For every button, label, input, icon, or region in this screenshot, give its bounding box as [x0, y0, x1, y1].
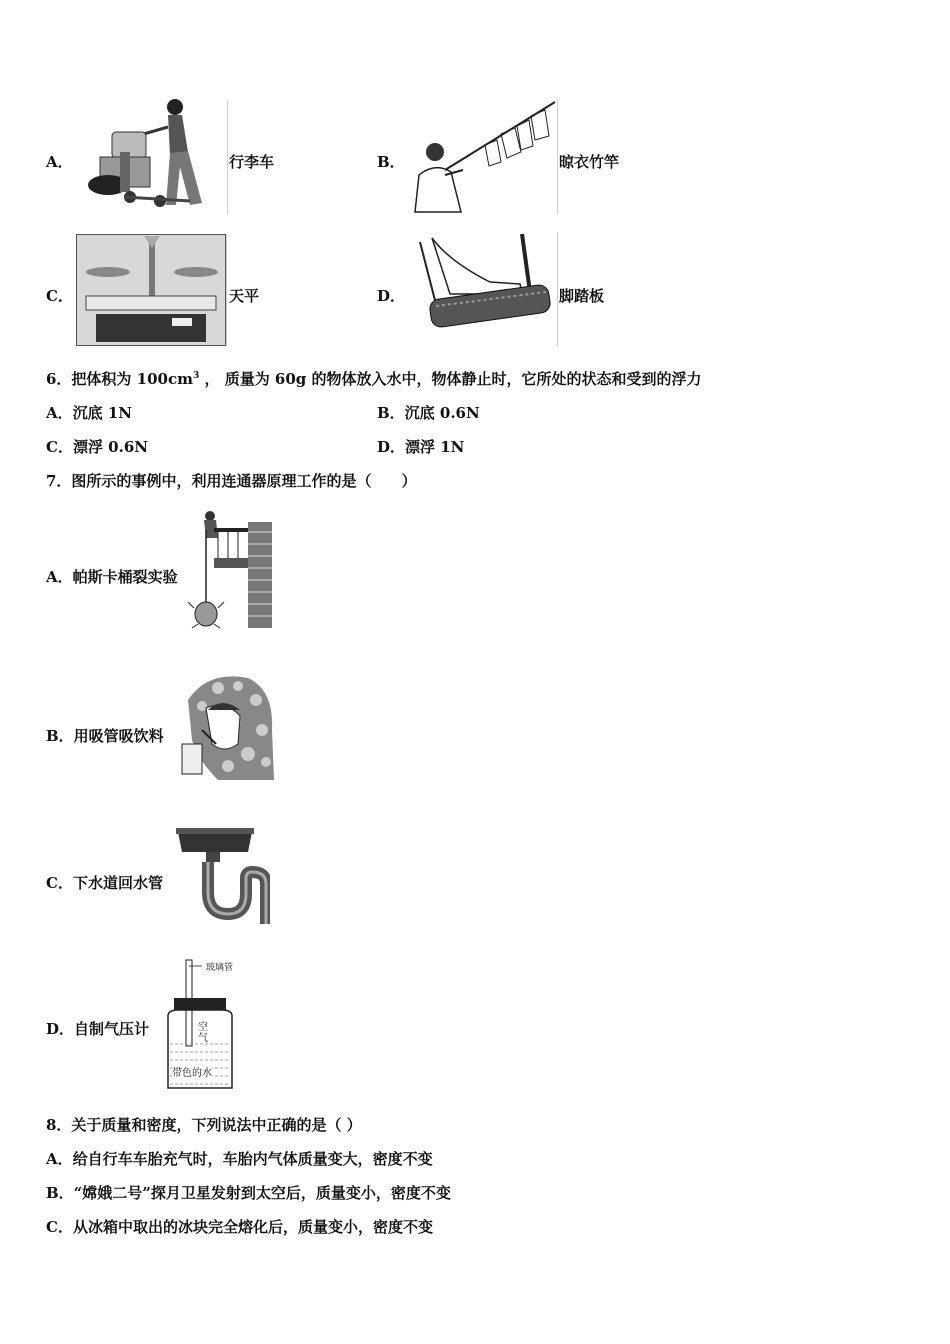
- q5-option-d-letter: D．: [377, 287, 406, 305]
- q7-option-d: D．自制气压计: [46, 1020, 150, 1038]
- luggage-cart-figure: [70, 97, 228, 213]
- drain-trap-figure: [176, 828, 270, 926]
- q8-option-b: B．“嫦娥二号”探月卫星发射到太空后，质量变小，密度不变: [46, 1184, 451, 1202]
- q7-stem: 7．图所示的事例中，利用连通器原理工作的是（ ）: [46, 472, 417, 490]
- q6-option-a: A．沉底 1N: [46, 404, 133, 422]
- q5-option-b-label: 晾衣竹竿: [559, 153, 620, 171]
- q7-option-c: C．下水道回水管: [46, 874, 163, 892]
- q5-option-c-label: 天平: [229, 287, 260, 305]
- barometer-water-label: 带色的水: [172, 1064, 212, 1079]
- q8-option-c: C．从冰箱中取出的冰块完全熔化后，质量变小，密度不变: [46, 1218, 433, 1236]
- clothes-pole-figure: [405, 100, 557, 214]
- q6-option-d: D．漂浮 1N: [377, 438, 465, 456]
- foot-pedal-figure: [410, 232, 556, 346]
- q8-stem: 8．关于质量和密度，下列说法中正确的是（ ）: [46, 1116, 362, 1134]
- drinking-straw-figure: [178, 670, 276, 782]
- q6-stem-pre: 6．把体积为 100cm: [46, 370, 193, 388]
- q6-stem-sup: 3: [192, 371, 200, 381]
- q5-option-c-letter: C．: [46, 287, 73, 305]
- q5-option-b-letter: B．: [377, 153, 405, 171]
- balance-scale-figure: [76, 234, 226, 346]
- q6-stem: [46, 369, 702, 389]
- q8-option-a: A．给自行车车胎充气时，车胎内气体质量变大，密度不变: [46, 1150, 433, 1168]
- q5-option-a-letter: A．: [46, 153, 73, 171]
- q7-option-b: B．用吸管吸饮料: [46, 727, 164, 745]
- pascal-barrel-figure: [188, 508, 274, 630]
- q6-option-b: B．沉底 0.6N: [377, 404, 480, 422]
- q6-stem-post: ， 质量为 60g 的物体放入水中，物体静止时，它所处的状态和受到的浮力: [199, 370, 702, 388]
- barometer-figure: [160, 958, 250, 1094]
- q5-option-a-label: 行李车: [229, 153, 275, 171]
- q7-option-a: A．帕斯卡桶裂实验: [46, 568, 178, 586]
- q6-option-c: C．漂浮 0.6N: [46, 438, 148, 456]
- q5-option-d-label: 脚踏板: [559, 287, 605, 305]
- barometer-tube-label: 玻璃管: [206, 963, 234, 973]
- barometer-air-label: 空气: [198, 1022, 208, 1044]
